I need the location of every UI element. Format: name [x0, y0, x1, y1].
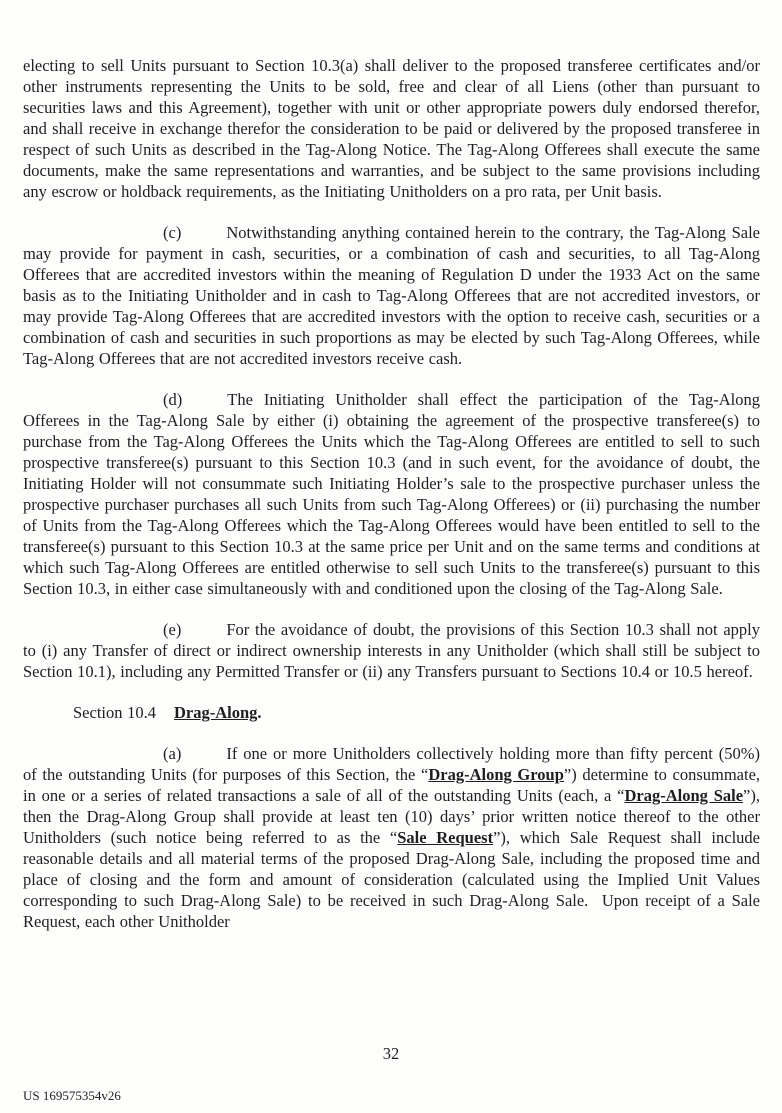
paragraph-label: (e)	[163, 620, 182, 639]
paragraph	[23, 55, 760, 202]
section-number: Section 10.4	[73, 703, 156, 722]
defined-term: Drag-Along	[174, 703, 258, 722]
text-segment: ”) determine to consummate, in one or a series of related transactions a sale of all of the outstanding Units (each, a “	[23, 765, 761, 805]
document-body	[23, 55, 760, 932]
paragraph-label: (d)	[163, 390, 183, 409]
defined-term: Drag-Along Sale	[624, 786, 744, 805]
text-segment: If one or more Unitholders collectively holding more than fifty percent (50%) of the outstanding Units (for purposes of this Section, the “	[23, 744, 760, 784]
paragraph	[23, 222, 760, 369]
defined-term: Drag-Along Group	[428, 765, 564, 784]
section-heading	[23, 702, 760, 723]
text-segment: ”), then the Drag-Along Group shall provide at least ten (10) days’ prior written notice thereof to the other Unitholders (such notice being referred to as the “	[23, 786, 760, 847]
text-segment: electing to sell Units pursuant to Section 10.3(a) shall deliver to the proposed transferee certificates and/or other instruments representing the Units to be sold, free and clear of all Liens (other than pursuant to securities laws and this Agreement), together with unit or other appropriate powers duly endorsed therefor, and shall receive in exchange therefor the consideration to be paid or delivered by the proposed transferee in respect of such Units as described in the Tag-Along Notice. The Tag-Along Offerees shall execute the same documents, make the same representations and warranties, and be subject to the same provisions including any escrow or holdback requirements, as the Initiating Unitholders on a pro rata, per Unit basis.	[23, 56, 760, 201]
text-segment: ”), which Sale Request shall include reasonable details and all material terms of the proposed Drag-Along Sale, including the proposed time and place of closing and the form and amount of consideration (calculated using the Implied Unit Values corresponding to such Drag-Along Sale) to be received in such Drag-Along Sale. Upon receipt of a Sale Request, each other Unitholder	[23, 828, 761, 931]
text-segment: For the avoidance of doubt, the provisions of this Section 10.3 shall not apply to (i) any Transfer of direct or indirect ownership interests in any Unitholder (which shall still be subject to Section 10.1), including any Permitted Transfer or (ii) any Transfers pursuant to Sections 10.4 or 10.5 hereof.	[23, 620, 760, 681]
paragraph-label: (c)	[163, 223, 182, 242]
footer-document-id: US 169575354v26	[23, 1088, 121, 1103]
paragraph	[23, 743, 760, 932]
paragraph-label: (a)	[163, 744, 182, 763]
defined-term: Sale Request	[397, 828, 494, 847]
text-segment: The Initiating Unitholder shall effect the participation of the Tag-Along Offerees in the Tag-Along Sale by either (i) obtaining the agreement of the prospective transferee(s) to purchase from the Tag-Along Offerees the Units which the Tag-Along Offerees are entitled to sell to such prospective transferee(s) pursuant to this Section 10.3 (and in such event, for the avoidance of doubt, the Initiating Holder will not consummate such Initiating Holder’s sale to the prospective purchaser unless the prospective purchaser purchases all such Units from such Tag-Along Offerees) or (ii) purchasing the number of Units from the Tag-Along Offerees which the Tag-Along Offerees would have been entitled to sell to the transferee(s) pursuant to this Section 10.3 at the same price per Unit and on the same terms and conditions at which such Tag-Along Offerees are entitled otherwise to sell such Units to the transferee(s) pursuant to this Section 10.3, in either case simultaneously with and conditioned upon the closing of the Tag-Along Sale.	[23, 390, 760, 598]
page-number: 32	[382, 1044, 400, 1063]
text-segment: Notwithstanding anything contained herein to the contrary, the Tag-Along Sale may provide for payment in cash, securities, or a combination of cash and securities, to all Tag-Along Offerees that are accredited investors within the meaning of Regulation D under the 1933 Act on the same basis as to the Initiating Unitholder and in cash to Tag-Along Offerees that are not accredited investors, or may provide Tag-Along Offerees that are accredited investors with the option to receive cash, securities or a combination of cash and securities in such proportions as may be elected by such Tag-Along Offerees, while Tag-Along Offerees that are not accredited investors receive cash.	[23, 223, 760, 368]
paragraph	[23, 389, 760, 599]
text-segment: .	[257, 703, 262, 722]
paragraph	[23, 619, 760, 682]
